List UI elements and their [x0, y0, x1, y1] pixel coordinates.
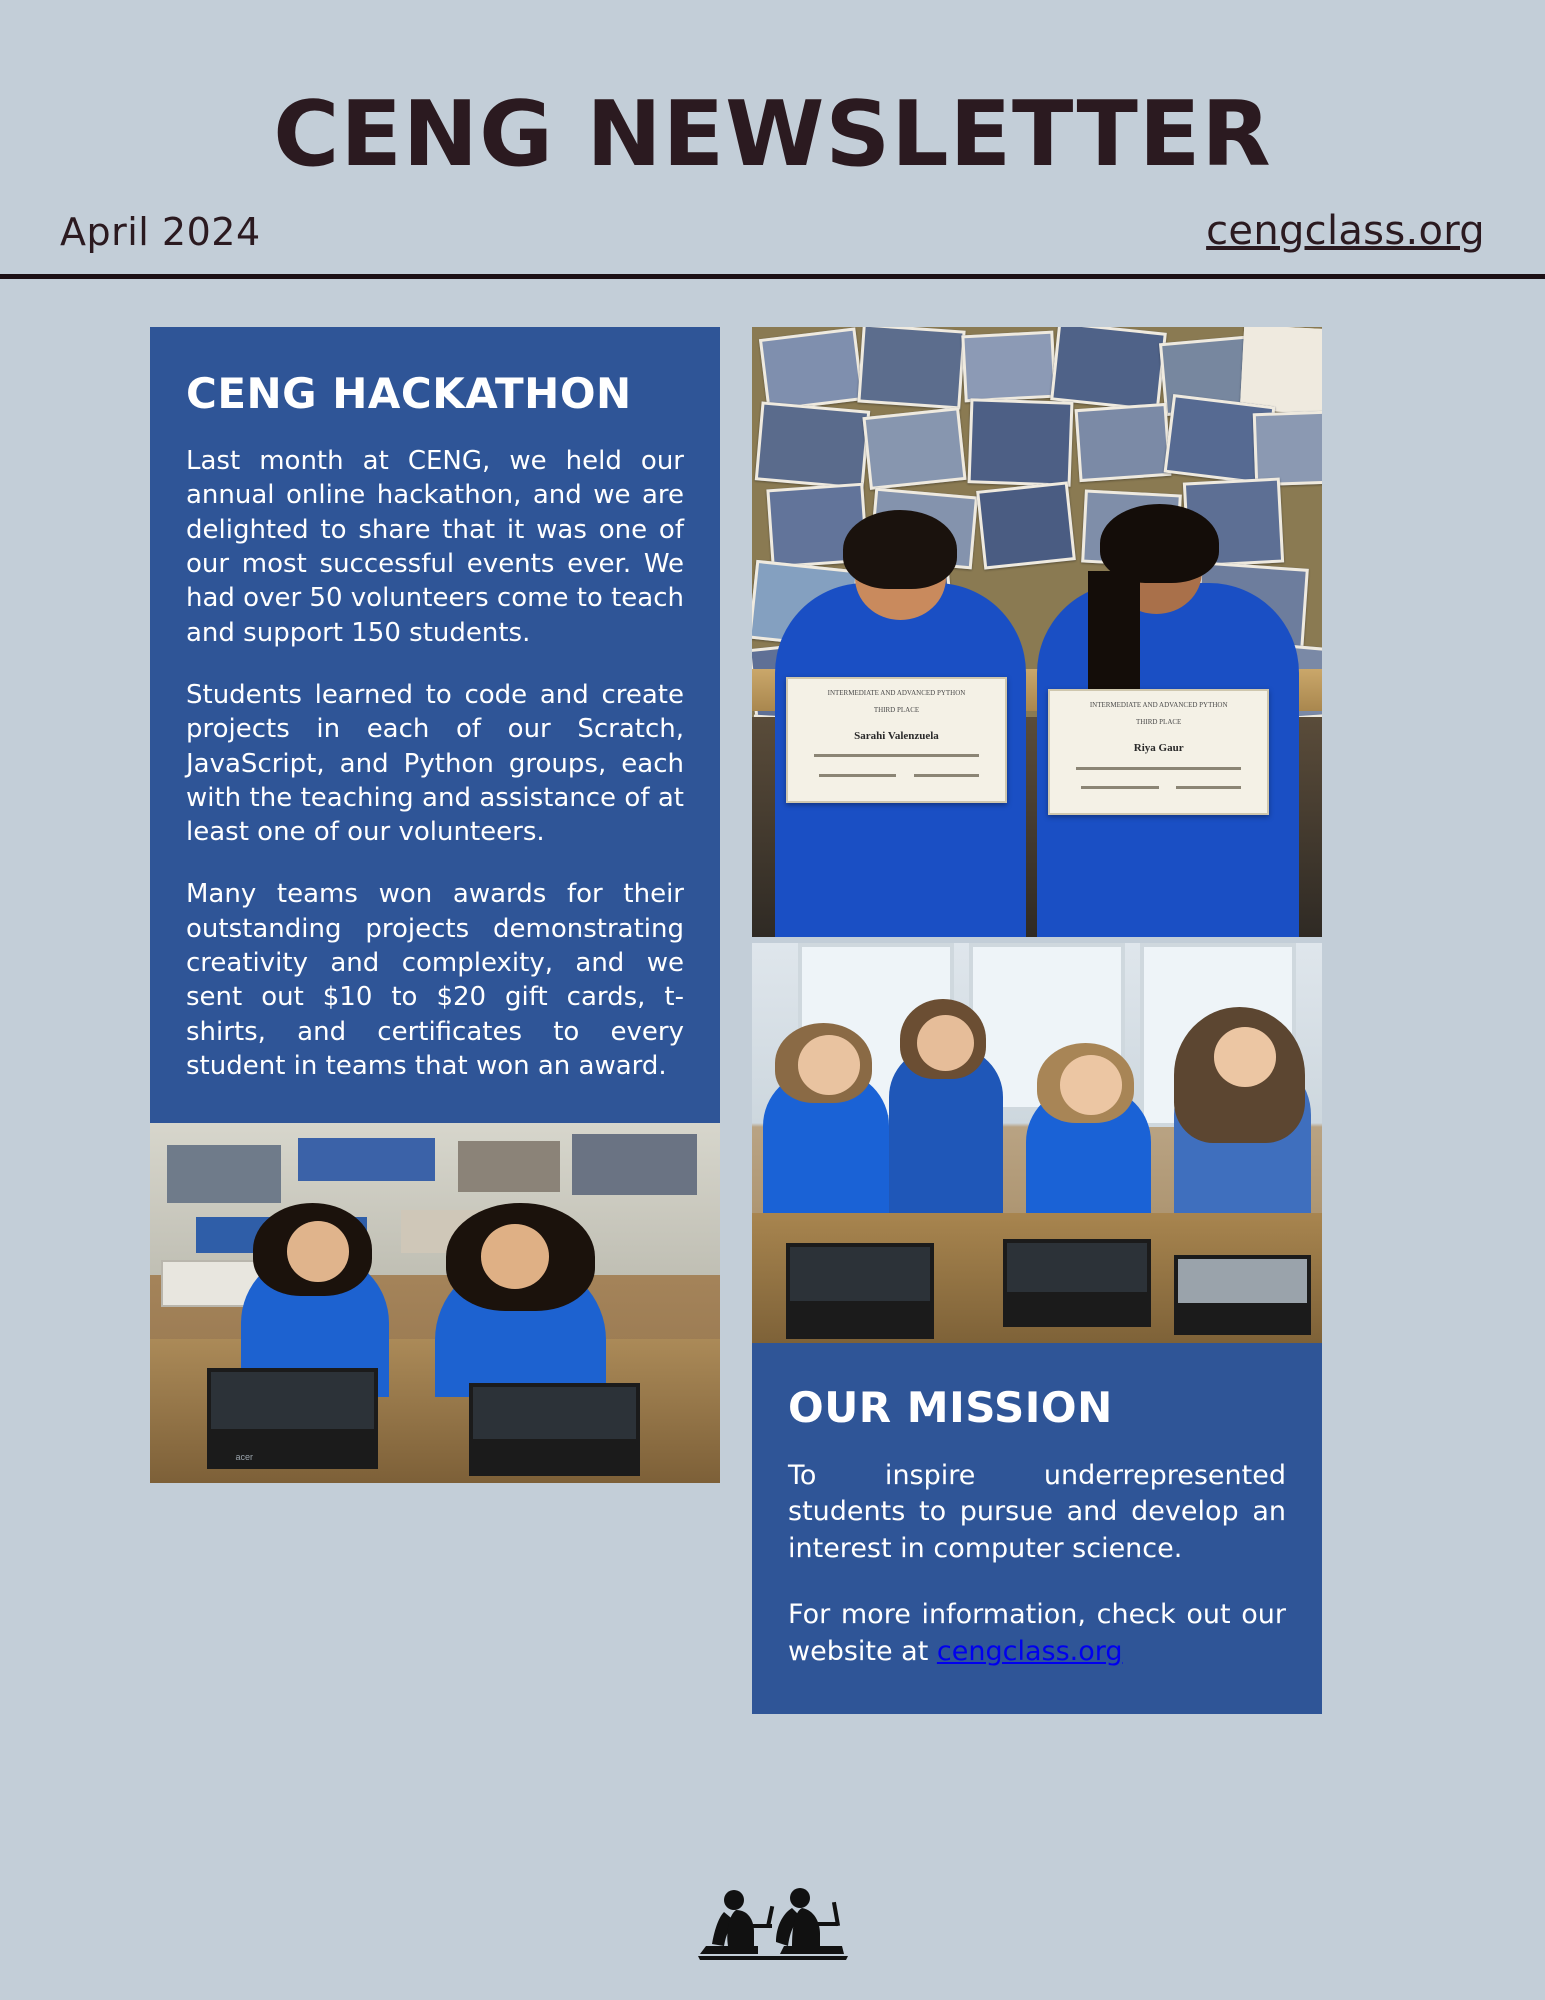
mission-paragraph-2-text: For more information, check out our website at [788, 1599, 1286, 1667]
certificate-left: INTERMEDIATE AND ADVANCED PYTHON THIRD PLACE Sarahi Valenzuela [786, 677, 1007, 803]
mission-paragraph-2 [788, 1597, 1286, 1670]
page-title: CENG NEWSLETTER [273, 82, 1272, 187]
newsletter-masthead [0, 0, 1545, 279]
right-column [752, 327, 1322, 1714]
certificate-right: INTERMEDIATE AND ADVANCED PYTHON THIRD PLACE Riya Gaur [1048, 689, 1269, 815]
hackathon-paragraph-3: Many teams won awards for their outstanding projects demonstrating creativity and complexity, and we sent out $10 to $20 gift cards, t-shirts, and certificates to every student in teams that won an award. [186, 879, 684, 1081]
photo-students-laptops: acer [150, 1123, 720, 1483]
mission-website-link[interactable]: cengclass.org [936, 1635, 1123, 1667]
hackathon-paragraph-1: Last month at CENG, we held our annual online hackathon, and we are delighted to share that it was one of our most successful events ever. We had over 50 volunteers come to teach and support 150 students. [186, 446, 684, 648]
photo-classroom-group [752, 943, 1322, 1343]
hackathon-heading: CENG HACKATHON [186, 369, 632, 418]
ceng-silhouette-logo [688, 1880, 858, 1966]
mission-paragraph-1: To inspire underrepresented students to pursue and develop an interest in computer science. [788, 1460, 1286, 1564]
masthead-subheader [0, 190, 1545, 268]
footer [0, 1880, 1545, 1966]
hackathon-paragraph-2: Students learned to code and create projects in each of our Scratch, JavaScript, and Python groups, each with the teaching and assistance of at least one of our volunteers. [186, 679, 684, 848]
issue-date: April 2024 [60, 210, 261, 254]
mission-section [752, 1343, 1322, 1714]
mission-heading: OUR MISSION [788, 1383, 1113, 1432]
website-link[interactable]: cengclass.org [1206, 208, 1485, 254]
newsletter-body [0, 279, 1545, 1714]
hackathon-article [150, 327, 720, 1123]
photo-certificate-winners [752, 327, 1322, 937]
left-column [150, 327, 720, 1714]
